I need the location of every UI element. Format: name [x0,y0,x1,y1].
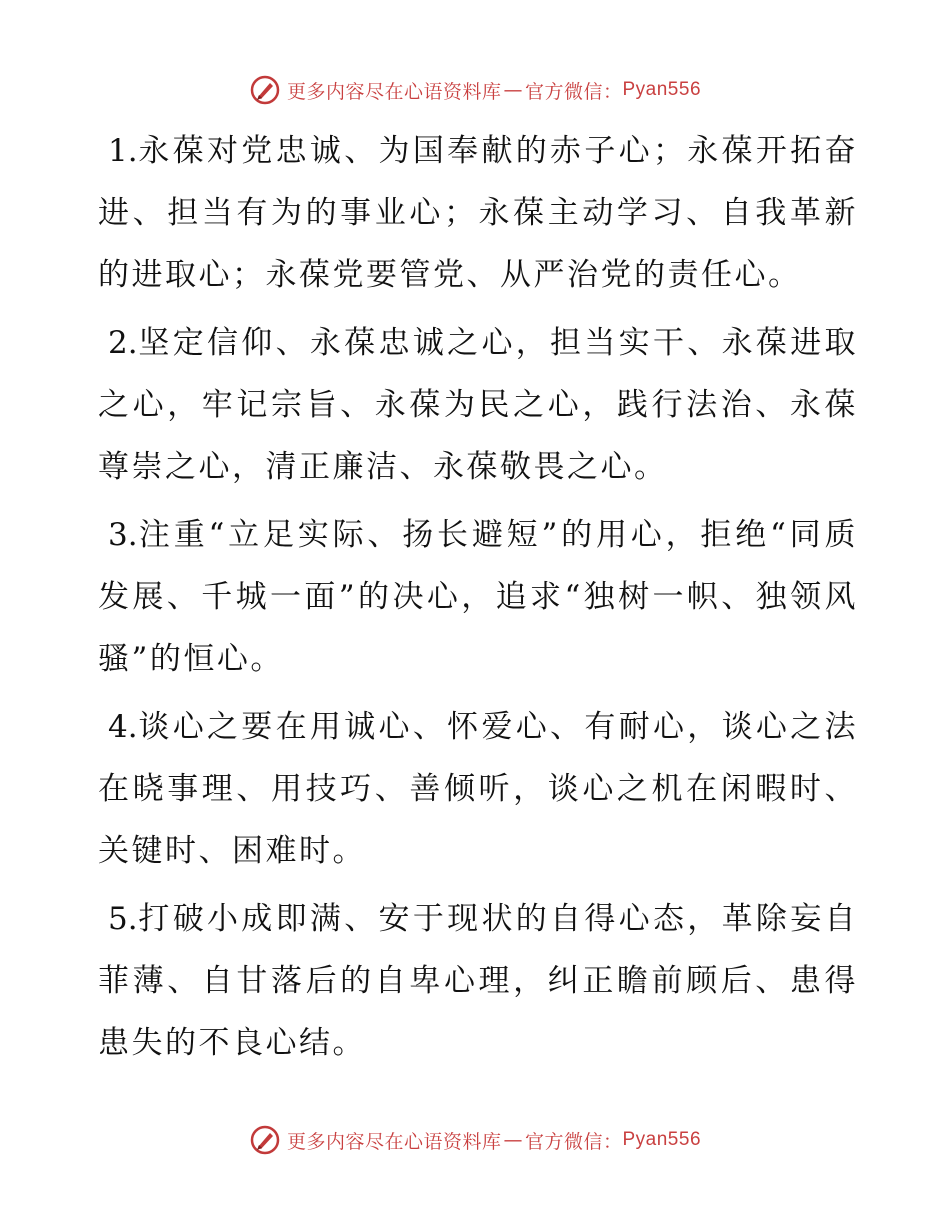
watermark-text: 更多内容尽在心语资料库 [286,1130,502,1153]
paragraph-number: 4. [108,709,138,745]
paragraph-number: 1. [108,133,138,169]
watermark-id: Pyan556 [622,1129,702,1150]
watermark-label: 官方微信： [524,80,623,103]
paragraph-text: 谈心之要在用诚心、怀爱心、有耐心，谈心之法在晓事理、用技巧、善倾听，谈心之机在闲暇时、关键时、困难时。 [98,709,858,869]
watermark-text: 更多内容尽在心语资料库 [286,80,502,103]
watermark-dash: — [503,1129,523,1151]
watermark-id: Pyan556 [622,79,702,100]
paragraph-number: 2. [108,325,138,361]
paragraph-2 [98,312,858,498]
paragraph-1 [98,120,858,306]
header-watermark [0,70,950,110]
paragraph-text: 永葆对党忠诚、为国奉献的赤子心；永葆开拓奋进、担当有为的事业心；永葆主动学习、自我革新的进取心；永葆党要管党、从严治党的责任心。 [98,133,858,293]
paragraph-text: 坚定信仰、永葆忠诚之心，担当实干、永葆进取之心，牢记宗旨、永葆为民之心，践行法治、永葆尊崇之心，清正廉洁、永葆敬畏之心。 [98,325,858,485]
watermark-label: 官方微信： [524,1130,623,1153]
document-body [98,120,858,1080]
pen-logo-icon [249,74,281,106]
paragraph-3 [98,504,858,690]
paragraph-number: 3. [108,517,138,553]
paragraph-text: 注重“立足实际、扬长避短”的用心，拒绝“同质发展、千城一面”的决心，追求“独树一帜、独领风骚”的恒心。 [98,517,858,677]
pen-logo-icon [249,1124,281,1156]
watermark-dash: — [503,79,523,101]
paragraph-text: 打破小成即满、安于现状的自得心态，革除妄自菲薄、自甘落后的自卑心理，纠正瞻前顾后、患得患失的不良心结。 [98,901,858,1061]
paragraph-4 [98,696,858,882]
paragraph-5 [98,888,858,1074]
footer-watermark [0,1120,950,1160]
paragraph-number: 5. [108,901,138,937]
